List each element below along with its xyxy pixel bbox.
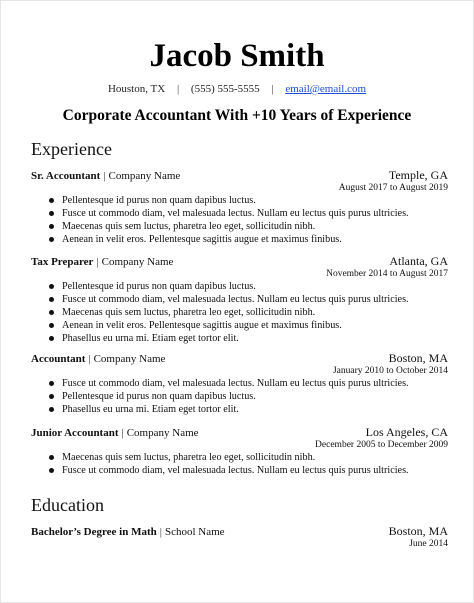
list-item: Phasellus eu urna mi. Etiam eget tortor elit.: [31, 332, 448, 345]
job-separator: |: [96, 256, 99, 268]
job-separator: |: [88, 353, 91, 365]
list-item: Maecenas quis sem luctus, pharetra leo eget, sollicitudin nibh.: [31, 451, 448, 464]
job-location: Boston, MA: [388, 351, 448, 365]
contact-line: [0, 82, 474, 96]
job-dates: January 2010 to October 2014: [332, 366, 448, 376]
contact-email-link[interactable]: email@email.com: [285, 83, 367, 95]
degree-title: Bachelor’s Degree in Math: [31, 526, 157, 538]
education-entry: [31, 524, 448, 550]
contact-separator: |: [271, 83, 274, 95]
resume-headline: Corporate Accountant With +10 Years of Experience: [62, 107, 412, 124]
job-separator: |: [103, 170, 106, 182]
list-item: Pellentesque id purus non quam dapibus luctus.: [31, 390, 448, 403]
contact-location: Houston, TX: [107, 83, 166, 95]
job-location: Los Angeles, CA: [365, 425, 448, 439]
job-title: Sr. Accountant: [31, 170, 101, 182]
education-separator: |: [159, 526, 162, 538]
list-item: Pellentesque id purus non quam dapibus luctus.: [31, 280, 448, 293]
list-item: Aenean in velit eros. Pellentesque sagittis augue et maximus finibus.: [31, 233, 448, 246]
list-item: Maecenas quis sem luctus, pharetra leo eget, sollicitudin nibh.: [31, 220, 448, 233]
job-separator: |: [121, 427, 124, 439]
list-item: Fusce ut commodo diam, vel malesuada lectus. Nullam eu lectus quis purus ultricies.: [31, 464, 448, 477]
list-item: Phasellus eu urna mi. Etiam eget tortor elit.: [31, 403, 448, 416]
job-location: Temple, GA: [388, 168, 448, 182]
job-bullets: [31, 194, 448, 246]
job-bullets: [31, 451, 448, 477]
job-company: Company Name: [101, 256, 174, 268]
job-dates: November 2014 to August 2017: [326, 269, 448, 279]
job-entry: [31, 351, 448, 416]
job-company: Company Name: [108, 170, 181, 182]
contact-phone: (555) 555-5555: [190, 83, 260, 95]
education-section-title: Education: [31, 495, 104, 515]
job-entry: [31, 254, 448, 345]
list-item: Maecenas quis sem luctus, pharetra leo eget, sollicitudin nibh.: [31, 306, 448, 319]
job-header: [31, 254, 448, 268]
list-item: Fusce ut commodo diam, vel malesuada lectus. Nullam eu lectus quis purus ultricies.: [31, 207, 448, 220]
list-item: Fusce ut commodo diam, vel malesuada lectus. Nullam eu lectus quis purus ultricies.: [31, 293, 448, 306]
list-item: Aenean in velit eros. Pellentesque sagittis augue et maximus finibus.: [31, 319, 448, 332]
candidate-name: Jacob Smith: [149, 38, 325, 74]
job-bullets: [31, 377, 448, 416]
job-company: Company Name: [93, 353, 166, 365]
education-date: June 2014: [409, 539, 448, 549]
job-location: Atlanta, GA: [389, 254, 448, 268]
job-dates: December 2005 to December 2009: [315, 440, 448, 450]
job-company: Company Name: [126, 427, 199, 439]
job-title: Tax Preparer: [31, 256, 94, 268]
job-header: [31, 168, 448, 182]
contact-separator: |: [176, 83, 180, 95]
job-title: Junior Accountant: [31, 427, 119, 439]
job-bullets: [31, 280, 448, 345]
list-item: Fusce ut commodo diam, vel malesuada lectus. Nullam eu lectus quis purus ultricies.: [31, 377, 448, 390]
job-dates: August 2017 to August 2019: [338, 183, 448, 193]
job-entry: [31, 425, 448, 477]
education-location: Boston, MA: [388, 524, 448, 538]
job-header: [31, 425, 448, 439]
job-entry: [31, 168, 448, 246]
school-name: School Name: [164, 526, 225, 538]
list-item: Pellentesque id purus non quam dapibus luctus.: [31, 194, 448, 207]
job-title: Accountant: [31, 353, 86, 365]
education-header: [31, 524, 448, 538]
job-header: [31, 351, 448, 365]
experience-section-title: Experience: [31, 139, 112, 159]
